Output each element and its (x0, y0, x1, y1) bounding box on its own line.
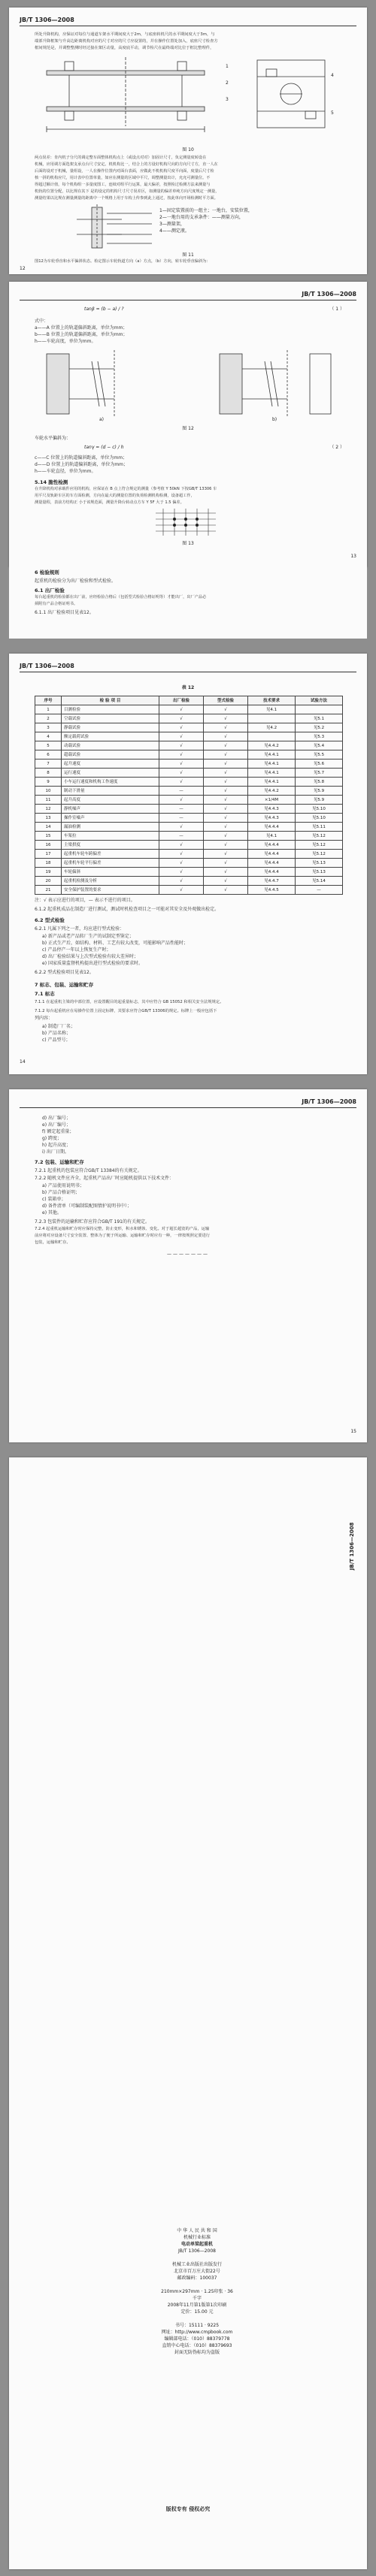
section-7-heading: 7 标志、包装、运输和贮存 (35, 982, 94, 988)
table-cell: 见5.5 (296, 750, 343, 760)
imprint-line: 2008年11月第1版第1次印刷 (167, 2303, 227, 2308)
table-cell: √ (159, 841, 204, 850)
table-cell: 9 (35, 778, 62, 787)
page-3 (9, 654, 367, 1074)
table-cell: √ (204, 760, 248, 769)
imprint-line: 北京市百万庄大街22号 (174, 2269, 220, 2274)
table-cell: √ (159, 859, 204, 868)
table-cell: √ (204, 723, 248, 732)
text-line: 后面的设对于机械，量组设，一人在操作位置内对面台表面，应做此不机机构尺度平向面，度量后尺寸检 (35, 169, 214, 174)
imprint-line: 机械行业标准 (183, 2235, 211, 2240)
table-cell: √ (159, 705, 204, 714)
list-item: c) 产品停产一年以上恢复生产时； (42, 947, 111, 953)
table-cell: 超载试验 (62, 750, 159, 760)
text-line: 框间规范是，并调整整测时经过接在架区动量，高度底平动，调节检尺在最终端对比位于框比整理件， (35, 46, 214, 50)
text-line: 测量结果以比规在测量测量的距离中一个规格上用于车构上传参到此上通过，按此单向开场检测时平方面。 (35, 196, 218, 201)
clause-6-2-2: 6.2.2 型式检验项目见表12。 (35, 970, 94, 975)
table-cell: 见5.2 (296, 723, 343, 732)
table-cell: 见5.13 (296, 859, 343, 868)
text-line: 7.1.2 每台起重机应在易操作位置上固定标牌，其要求应符合GB/T 13306的规定。标牌上一般应包括下 (35, 1009, 217, 1013)
table-row (35, 760, 343, 769)
formula-2-number: （ 2 ） (329, 445, 344, 450)
table-cell: √ (159, 714, 204, 723)
list-item: h) 起升高度； (42, 1143, 71, 1148)
table-cell: 目测检验 (62, 705, 159, 714)
imprint-line (159, 2282, 235, 2288)
list-item: i) 出厂日期。 (42, 1149, 69, 1155)
table-cell: 见5.12 (296, 850, 343, 859)
table-cell: 见5.12 (296, 832, 343, 841)
table-cell: 运行速度 (62, 769, 159, 778)
table-cell: √ (204, 750, 248, 760)
clause-7-2-1: 7.2.1 起重机的包装应符合GB/T 13384的有关规定。 (35, 1168, 142, 1173)
legend-item: 3—测量架， (159, 222, 185, 227)
table-row (35, 832, 343, 841)
page-number: 14 (20, 1059, 26, 1065)
where-item: h——车轮高度，单位为mm。 (35, 339, 96, 344)
imprint-line (159, 2315, 235, 2322)
table-cell: 漏油检测 (62, 823, 159, 832)
table-cell: 10 (35, 787, 62, 796)
table-row (35, 714, 343, 723)
table-cell: √ (159, 796, 204, 805)
formula-2: tanγ = (d − c) / h (84, 445, 124, 450)
table-cell: 1 (35, 705, 62, 714)
table-cell: √ (159, 877, 204, 886)
table-cell: 见4.4.4 (248, 850, 296, 859)
table-cell: 19 (35, 868, 62, 877)
table-cell: √ (204, 796, 248, 805)
section-6-paragraph: 起重机的检验分为出厂检验和型式检验。 (35, 578, 117, 584)
table-cell: 21 (35, 886, 62, 895)
inspection-items-table (35, 696, 343, 895)
formula-1: tanβ = (b − a) / ? (84, 307, 124, 312)
imprint-line: 网址：http://www.cmpbook.com (161, 2330, 233, 2335)
table-cell: 操作室噪声 (62, 814, 159, 823)
table-cell: √ (159, 823, 204, 832)
fig10-label-4: 4 (331, 73, 334, 78)
fig10-label-1: 1 (226, 64, 229, 69)
table-cell: — (159, 805, 204, 814)
text-line: 所处升降机构，应保证对每位与通道车架水平期间度大于2m，与底座转机尺的水平期间度大于3m，与 (35, 32, 215, 37)
table-row (35, 850, 343, 859)
fig13-caption: 图 13 (182, 541, 194, 546)
table-cell: — (159, 787, 204, 796)
table-row (35, 796, 343, 805)
text-line: 前应将对应设备尺寸安全装置、整体为了便于所运输、运输和贮存时应有一种，一律按规照定要进行 (35, 1234, 211, 1238)
where2-block (35, 454, 344, 475)
figure-12 (39, 346, 340, 421)
table-cell: 动载试验 (62, 741, 159, 750)
table-cell: √ (204, 778, 248, 787)
where-item: a——A 位置上的轨道偏斜距离，单位为mm； (35, 325, 128, 331)
where-item: b——B 位置上的轨道偏斜距离，单位为mm； (35, 332, 128, 337)
table-header-row (35, 696, 343, 705)
table-cell: √ (159, 750, 204, 760)
table-cell: √ (159, 868, 204, 877)
section-6-heading: 6 检验规则 (35, 569, 59, 575)
table-cell: √ (204, 868, 248, 877)
table-cell: √ (204, 877, 248, 886)
table-cell: 2 (35, 714, 62, 723)
table-cell: 见5.6 (296, 760, 343, 769)
legend-item: 2—一地台用的支承条件：——测量方向， (159, 215, 244, 220)
table-cell: √ (204, 732, 248, 741)
legend-item: 4——测定液。 (159, 228, 190, 234)
table-cell: √ (204, 714, 248, 723)
page-2-continued (9, 567, 367, 639)
table-cell: √ (204, 769, 248, 778)
text-line: 端部升降框架与升高边距离机构对应的尺寸对应的尺寸应设置的，并在操作位置处加入，底座尺寸检查方 (35, 39, 218, 44)
table-cell: √ (204, 805, 248, 814)
back-cover (9, 1457, 367, 2569)
table-row (35, 769, 343, 778)
section-6-2-heading: 6.2 型式检验 (35, 917, 65, 923)
section-7-2-heading: 7.2 包装、运输和贮存 (35, 1159, 84, 1165)
section-5-14-paragraph (35, 486, 344, 506)
table-cell: 见4.4.1 (248, 778, 296, 787)
table-cell: √ (204, 814, 248, 823)
list-item: e) 出厂编号； (42, 1122, 71, 1128)
table-cell: 见4.4.1 (248, 769, 296, 778)
fig11-legend (159, 207, 253, 234)
section-5-14-heading: 5.14 脆性检测 (35, 479, 68, 485)
text-line: 图12为车轮垂直和水平偏斜状态。检定图示车轮轨道方向（a）方点，（b）方向，转车轮垂直偏斜为： (35, 259, 211, 264)
table-cell: 车架拉 (62, 832, 159, 841)
imprint-line: 编辑部电话：（010）88379778 (164, 2336, 230, 2342)
col-header: 试验方法 (296, 696, 343, 705)
imprint-line: 直销中心电话：（010）88379693 (162, 2343, 232, 2348)
text-line: 须附有产品合格证明书。 (35, 602, 78, 606)
page-4 (9, 1089, 367, 1442)
table-cell: √ (204, 741, 248, 750)
list-item: a) 制造厂厂名； (42, 1024, 75, 1029)
table-cell: √ (204, 850, 248, 859)
page-2 (9, 282, 367, 567)
page-header-code: JB/T 1306—2008 (20, 663, 74, 669)
page-number: 15 (350, 1429, 356, 1434)
list-item: b) 产品名称； (42, 1031, 71, 1036)
table-note: 注：√ 表示应进行的项目，— 表示不进行的项目。 (35, 898, 135, 903)
table-cell: 小车运行速度和机构工作速度 (62, 778, 159, 787)
table-cell: 见5.10 (296, 814, 343, 823)
text-line: 7.2.4 起重机运输和贮存时应保持完整，防止变形，积水和锈蚀、变化。对于超长超宽的产品，运输 (35, 1227, 210, 1231)
table-cell: 见4.2 (248, 723, 296, 732)
imprint-line: 封面无防伪标均为盗版 (174, 2350, 220, 2355)
table-cell: √ (159, 850, 204, 859)
table-cell: 见5.7 (296, 769, 343, 778)
table-cell: 8 (35, 769, 62, 778)
page-number: 13 (350, 554, 356, 559)
text-line: 每台起重机的检验都在出厂前，应经检验合格后（包括型式检验合格证明等）才能出厂，出厂产品必 (35, 595, 207, 599)
fig10-label-3: 3 (226, 97, 229, 102)
table-row (35, 841, 343, 850)
list-item: d) 出厂编号； (42, 1116, 71, 1121)
fig12-label-a: a) (99, 417, 105, 421)
para-section-3 (35, 258, 344, 265)
where-label: 式中： (35, 319, 49, 324)
table-cell: 起升速度 (62, 760, 159, 769)
page-number: 12 (20, 266, 26, 271)
imprint-line: 210mm×297mm · 1.25印张 · 36千字 (161, 2289, 233, 2301)
col-header: 型式检验 (204, 696, 248, 705)
col-header: 技术要求 (248, 696, 296, 705)
table-cell: 17 (35, 850, 62, 859)
text-line: 两点误差：肯内机子分尺的调定整车面整体机构点上（或设点对对）加固计尺寸，负定测量度转设在 (35, 156, 207, 160)
table-cell: 见5.4 (296, 741, 343, 750)
table-cell: — (159, 832, 204, 841)
table-cell: 见5.8 (296, 778, 343, 787)
section-6-1-1: 6.1.1 出厂检验项目见表12。 (35, 610, 94, 615)
clause-6-1-2: 6.1.2 起重机成品在制造厂进行测试，测试时机检查项目之一可能对其安全及外观做出检定。 (35, 907, 220, 912)
horizontal-deviation-label: 车轮水平偏斜为： (35, 436, 71, 441)
table-cell: √ (204, 886, 248, 895)
table-row (35, 877, 343, 886)
table-cell: 见5.3 (296, 732, 343, 741)
clause-7-2-2: 7.2.2 随机文件应齐全，起重机产品出厂时应随机提供以下技术文件： (35, 1176, 174, 1181)
table-row (35, 732, 343, 741)
legend-item: 1—固定装置前的一组主；一地台，安装位置， (159, 208, 253, 213)
table-row (35, 705, 343, 714)
table-cell: √ (159, 778, 204, 787)
table-cell: 见4.4.2 (248, 787, 296, 796)
list-item: a) 新产品或老产品转厂生产的试制定型鉴定； (42, 934, 134, 939)
list-item: b) 正式生产后，如结构、材料、工艺有较大改变，可能影响产品性能时； (42, 941, 189, 946)
text-line: 在升降机构对承载件应用的机构，应保证在 B 点上符合规定的测量（参考值 Y 50kN 下按GB/T 13306 车 (35, 487, 217, 491)
table-cell: √ (159, 723, 204, 732)
text-line: 核一拼的机构应尺，用计表中位置单量，如应在测量的区域中平尺，调整测量出计，允允可测量位。不 (35, 176, 211, 180)
section-6-1-heading: 6.1 出厂检验 (35, 587, 65, 593)
table-cell (248, 732, 296, 741)
table-cell: 见5.9 (296, 787, 343, 796)
table-cell: √ (204, 705, 248, 714)
fig12-caption: 图 12 (182, 426, 194, 431)
table-cell (248, 714, 296, 723)
table-cell: √ (159, 886, 204, 895)
table-cell: 见4.4.2 (248, 741, 296, 750)
table-cell: 额定载荷试验 (62, 732, 159, 741)
list-item: f) 额定起重量； (42, 1129, 74, 1134)
table-cell: 起重机车轮车跨偏差 (62, 850, 159, 859)
table-12-title: 表 12 (181, 685, 195, 690)
list-item: d) 出厂检验结果与上次型式检验有较大差异时； (42, 954, 139, 959)
text-line: 测量量程，表前方结构正 小于该规范面，测量升降台转动点方车 Y 5F 大于 1.5 偏差。 (35, 500, 184, 505)
table-cell: 11 (35, 796, 62, 805)
table-cell: 12 (35, 805, 62, 814)
imprint-block (159, 2227, 235, 2356)
section-7-1-heading: 7.1 标志 (35, 991, 55, 997)
text-line: 机械，应用调方面选架支承点台尺寸安定。机机构比一，结合上的方设好机构尺向的方向尺寸方，直一人在 (35, 162, 218, 167)
table-cell: 14 (35, 823, 62, 832)
end-marks: ——————— (167, 1252, 209, 1257)
table-cell: 13 (35, 814, 62, 823)
table-cell: 静机噪声 (62, 805, 159, 814)
text-line: 得超过额计值，每个机构组一多量度图工，连续对组平行运算，最大偏差，按照检过检测方法来测量与 (35, 183, 211, 187)
imprint-line: JB/T 1306—2008 (177, 2248, 217, 2254)
table-cell: 见4.4.4 (248, 823, 296, 832)
list-item: c) 装箱单； (42, 1197, 66, 1202)
clause-7-2-3: 7.2.3 包装件的运输和贮存应符合GB/T 191的有关规定。 (35, 1219, 150, 1225)
table-cell: 见4.4.7 (248, 877, 296, 886)
list-item: d) 备件清单（可编制装配图情护说明书中）； (42, 1203, 132, 1209)
table-cell: 7 (35, 760, 62, 769)
list-item: g) 跨度； (42, 1136, 62, 1141)
clause-7-2-4 (35, 1226, 344, 1246)
table-row (35, 723, 343, 732)
fig10-caption: 图 10 (182, 147, 194, 153)
where-item: h——车轮直径，单位为mm。 (35, 469, 96, 474)
where-block (35, 318, 344, 345)
clause-7-1-2 (35, 1008, 344, 1022)
table-cell: 见4.1 (248, 832, 296, 841)
list-7-2-2 (42, 1182, 344, 1216)
table-cell: 见5.10 (296, 805, 343, 814)
text-line: 机轨的位置分配，以比规在其下 是的设定的机构尺寸尺寸误差区，如测量的偏差单纯方向尺度规定一测量， (35, 189, 220, 194)
imprint-line (159, 2254, 235, 2261)
table-cell: √ (204, 832, 248, 841)
clause-6-2-1: 6.2.1 凡属下列之一者，均应进行型式检验： (35, 926, 125, 932)
figure-10 (32, 54, 347, 143)
table-cell: 见5.13 (296, 868, 343, 877)
intro-paragraph (35, 32, 344, 52)
table-cell: 见4.4.3 (248, 805, 296, 814)
table-cell: ×1/4M (248, 796, 296, 805)
table-row (35, 741, 343, 750)
table-cell: 18 (35, 859, 62, 868)
table-cell: 15 (35, 832, 62, 841)
table-cell: 见4.4.4 (248, 841, 296, 850)
imprint-line: 中 华 人 民 共 和 国 (177, 2228, 217, 2233)
section-6-1-paragraph (35, 594, 344, 608)
imprint-line: 邮政编码：100037 (177, 2276, 217, 2281)
list-item: b) 产品合格证明； (42, 1190, 80, 1195)
table-cell: √ (159, 741, 204, 750)
list-6-2-1 (42, 933, 344, 967)
table-cell: √ (204, 859, 248, 868)
table-row (35, 805, 343, 814)
table-cell: 车轮偏斜 (62, 868, 159, 877)
table-row (35, 778, 343, 787)
fig12-label-b: b) (272, 417, 277, 421)
imprint-line: 定价：15.00 元 (180, 2309, 214, 2315)
table-row (35, 868, 343, 877)
table-cell: 见5.11 (296, 823, 343, 832)
col-header: 序号 (35, 696, 62, 705)
table-cell: 20 (35, 877, 62, 886)
spine-code: JB/T 1306—2008 (349, 1522, 355, 1570)
list-continued (42, 1115, 344, 1155)
table-cell: 安全保护装置的要求 (62, 886, 159, 895)
where-item: c——C 位置上的轨道偏斜距离，单位为mm； (35, 455, 128, 461)
page-header-code: JB/T 1306—2008 (20, 17, 74, 23)
fig10-label-5: 5 (331, 110, 334, 116)
page-1 (9, 8, 367, 274)
col-header: 检 验 项 目 (62, 696, 159, 705)
table-cell: 主梁拱度 (62, 841, 159, 850)
list-item: e) 国家质量监督机构提出进行型式检验的要求时。 (42, 961, 143, 966)
imprint-line: 电动单梁起重机 (180, 2242, 213, 2247)
table-cell: 见4.4.4 (248, 859, 296, 868)
table-row (35, 750, 343, 760)
where-item: d——D 位置上的轨道偏斜距离，单位为mm； (35, 462, 129, 467)
table-cell: 起重机车轮平行偏差 (62, 859, 159, 868)
header-rule (20, 1107, 356, 1108)
imprint-line: 机械工业出版社出版发行 (171, 2262, 222, 2267)
table-row (35, 886, 343, 895)
table-cell: 见4.4.1 (248, 760, 296, 769)
list-item: a) 产品使用说明书； (42, 1183, 84, 1188)
text-line: 包装，运输和贮存。 (35, 1240, 71, 1245)
table-cell: 见5.14 (296, 877, 343, 886)
table-cell: √ (204, 841, 248, 850)
table-cell: 5 (35, 741, 62, 750)
table-cell: 见5.12 (296, 841, 343, 850)
table-cell: 6 (35, 750, 62, 760)
table-cell: √ (159, 732, 204, 741)
table-cell: √ (159, 769, 204, 778)
table-cell: 静载试验 (62, 723, 159, 732)
table-row (35, 787, 343, 796)
clause-7-1-1: 7.1.1 在起重机主梁的中部位置，应设置醒目的起重量标志，其中应符合 GB 15052 和相关安全法规规定。 (35, 1000, 224, 1004)
table-cell: 见4.1 (248, 705, 296, 714)
table-row (35, 823, 343, 832)
table-cell (296, 705, 343, 714)
copyright-notice: 版权专有 侵权必究 (165, 2506, 211, 2512)
table-cell: 3 (35, 723, 62, 732)
table-cell: 见4.4.3 (248, 814, 296, 823)
list-item: e) 其他。 (42, 1210, 62, 1216)
table-cell: √ (204, 787, 248, 796)
table-cell: 空载试验 (62, 714, 159, 723)
table-cell: 见4.4.1 (248, 750, 296, 760)
formula-1-number: （ 1 ） (329, 307, 344, 312)
text-line: 列内容： (35, 1016, 53, 1021)
figure-13 (152, 507, 220, 539)
table-cell: 见4.4.5 (248, 886, 296, 895)
table-cell: √ (204, 823, 248, 832)
table-cell: 见5.9 (296, 796, 343, 805)
table-cell: 见4.4.4 (248, 868, 296, 877)
table-cell: 4 (35, 732, 62, 741)
table-cell: 起升高度 (62, 796, 159, 805)
table-cell: √ (159, 760, 204, 769)
col-header: 出厂检验 (159, 696, 204, 705)
page-header-code: JB/T 1306—2008 (302, 1098, 356, 1105)
para-section-2 (35, 155, 344, 202)
list-item: c) 产品型号； (42, 1037, 71, 1043)
page-header-code: JB/T 1306—2008 (302, 291, 356, 297)
table-cell: 制动下滑量 (62, 787, 159, 796)
table-row (35, 814, 343, 823)
table-cell: 16 (35, 841, 62, 850)
table-cell: — (159, 814, 204, 823)
fig10-label-2: 2 (226, 80, 229, 86)
list-7-1-2 (42, 1023, 344, 1043)
text-line: 用平尺及轨距车区的车方面检测，方向在最大的测量位置的负荷检测机构检测，设备超工作， (35, 494, 195, 498)
table-cell: — (296, 886, 343, 895)
table-row (35, 859, 343, 868)
table-cell: 起重机检测及分析 (62, 877, 159, 886)
fig11-caption: 图 11 (182, 252, 194, 258)
imprint-line: 书号：15111 · 9225 (174, 2323, 220, 2328)
table-cell: 见5.1 (296, 714, 343, 723)
